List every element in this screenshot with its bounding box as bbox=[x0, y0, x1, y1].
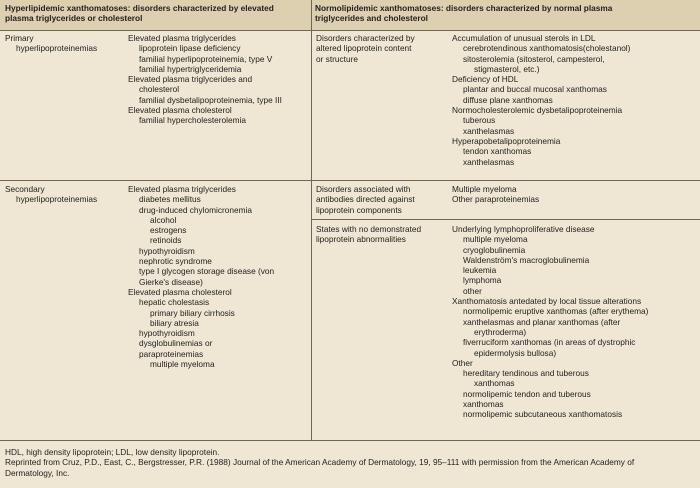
table-entry: Elevated plasma triglycerides and bbox=[128, 74, 253, 85]
primary-category: Primary hyperlipoproteinemias bbox=[5, 33, 98, 54]
table-entry: Other bbox=[452, 357, 473, 368]
table-entry: normolipemic eruptive xanthomas (after erythema) bbox=[463, 306, 649, 317]
table-entry: Elevated plasma cholesterol bbox=[128, 286, 232, 297]
rule-header bbox=[0, 30, 700, 31]
rule-column-divider bbox=[311, 0, 312, 440]
footnotes bbox=[5, 447, 695, 478]
table-entry: type I glycogen storage disease (von bbox=[139, 266, 275, 277]
rule-table-bottom bbox=[0, 440, 700, 441]
table-entry: Accumulation of unusual sterols in LDL bbox=[452, 33, 596, 43]
table-entry: xanthelasmas and planar xanthomas (after bbox=[463, 316, 621, 327]
table-entry: multiple myeloma bbox=[463, 234, 528, 245]
table-entry: Xanthomatosis antedated by local tissue alterations bbox=[452, 296, 642, 307]
table-entry: hypothyroidism bbox=[139, 245, 195, 256]
header-left-title: Hyperlipidemic xanthomatoses: disorders characterized by elevated plasma triglycerides or cholesterol bbox=[5, 3, 274, 24]
table-entry: paraproteinemias bbox=[139, 348, 204, 359]
table-entry: plantar and buccal mucosal xanthomas bbox=[463, 84, 607, 95]
table-entry: lipoprotein lipase deficiency bbox=[139, 43, 241, 54]
antibodies-lines bbox=[452, 184, 539, 205]
table-entry: normolipemic subcutaneous xanthomatosis bbox=[463, 409, 623, 420]
primary-lines bbox=[128, 33, 282, 126]
table-entry: sitosterolemia (sitosterol, campesterol, bbox=[463, 53, 605, 64]
table-entry: stigmasterol, etc.) bbox=[474, 63, 540, 74]
table-entry: cholesterol bbox=[139, 84, 180, 95]
table-entry: leukemia bbox=[463, 265, 497, 276]
table-entry: Underlying lymphoproliferative disease bbox=[452, 224, 595, 234]
secondary-lines bbox=[128, 184, 274, 369]
table-entry: familial dysbetalipoproteinemia, type III bbox=[139, 94, 282, 105]
table-entry: retinoids bbox=[150, 235, 182, 246]
header-left-band bbox=[0, 0, 311, 30]
table-entry: biliary atresia bbox=[150, 317, 199, 328]
table-entry: xanthelasmas bbox=[463, 156, 515, 167]
table-entry: Other paraproteinemias bbox=[452, 194, 540, 205]
table-entry: alcohol bbox=[150, 214, 177, 225]
table-entry: Normocholesterolemic dysbetalipoproteinemia bbox=[452, 105, 623, 116]
table-entry: tendon xanthomas bbox=[463, 146, 532, 157]
table-entry: hypothyroidism bbox=[139, 328, 195, 339]
table-entry: xanthomas bbox=[474, 378, 515, 389]
table-entry: dysglobulinemias or bbox=[139, 338, 213, 349]
table-entry: primary biliary cirrhosis bbox=[150, 307, 235, 318]
table-entry: xanthomas bbox=[463, 399, 504, 410]
states-category: States with no demonstrated lipoprotein abnormalities bbox=[316, 224, 422, 245]
table-entry: Hyperapobetalipoproteinemia bbox=[452, 135, 561, 146]
table-entry: familial hyperlipoproteinemia, type V bbox=[139, 53, 273, 64]
rule-primary-secondary bbox=[0, 180, 700, 181]
table-entry: Elevated plasma triglycerides bbox=[128, 184, 236, 194]
table-entry: familial hypercholesterolemia bbox=[139, 115, 246, 126]
altered-lipoprotein-category: Disorders characterized by altered lipoprotein content or structure bbox=[316, 33, 415, 64]
header-right-band bbox=[311, 0, 700, 30]
table-entry: Gierke's disease) bbox=[139, 276, 203, 287]
table-entry: diabetes mellitus bbox=[139, 194, 201, 205]
table-entry: Waldenström's macroglobulinemia bbox=[463, 254, 590, 265]
table-entry: lymphoma bbox=[463, 275, 502, 286]
table-entry: estrogens bbox=[150, 225, 187, 236]
table-entry: other bbox=[463, 285, 482, 296]
table-entry: fiverruciform xanthomas (in areas of dystrophic bbox=[463, 337, 636, 348]
table-entry: epidermolysis bullosa) bbox=[474, 347, 557, 358]
table-entry: Elevated plasma cholesterol bbox=[128, 105, 232, 116]
header-right-title: Normolipidemic xanthomatoses: disorders characterized by normal plasma triglycerides and cholesterol bbox=[315, 3, 613, 24]
footnote-source: Reprinted from Cruz, P.D., East, C., Bergstresser, P.R. (1988) Journal of the American Academy of Dermatology, 19, 95–111 with permission from the American Academy of bbox=[5, 457, 635, 468]
table-entry: nephrotic syndrome bbox=[139, 256, 212, 267]
states-lines bbox=[452, 224, 648, 420]
table-entry: multiple myeloma bbox=[150, 359, 215, 370]
table-entry: hereditary tendinous and tuberous bbox=[463, 368, 589, 379]
table-entry: cerebrotendinous xanthomatosis(cholestanol) bbox=[463, 43, 631, 54]
altered-lipoprotein-lines bbox=[452, 33, 630, 167]
footnote-abbreviations: HDL, high density lipoprotein; LDL, low density lipoprotein. bbox=[5, 447, 220, 457]
table-entry: drug-induced chylomicronemia bbox=[139, 204, 252, 215]
footnote-source-cont: Dermatology, Inc. bbox=[5, 467, 70, 478]
table-entry: hepatic cholestasis bbox=[139, 297, 210, 308]
table-entry: familial hypertriglyceridemia bbox=[139, 63, 242, 74]
secondary-category: Secondary hyperlipoproteinemias bbox=[5, 184, 98, 205]
table-entry: cryoglobulinemia bbox=[463, 244, 526, 255]
table-entry: xanthelasmas bbox=[463, 125, 515, 136]
table-entry: erythroderma) bbox=[474, 326, 527, 337]
antibodies-category: Disorders associated with antibodies directed against lipoprotein components bbox=[316, 184, 415, 215]
table-entry: diffuse plane xanthomas bbox=[463, 94, 553, 105]
table-entry: tuberous bbox=[463, 115, 496, 126]
rule-right-split bbox=[311, 219, 700, 220]
table-entry: Elevated plasma triglycerides bbox=[128, 33, 236, 43]
table-entry: normolipemic tendon and tuberous bbox=[463, 388, 591, 399]
table-entry: Deficiency of HDL bbox=[452, 74, 519, 85]
table-entry: Multiple myeloma bbox=[452, 184, 517, 194]
